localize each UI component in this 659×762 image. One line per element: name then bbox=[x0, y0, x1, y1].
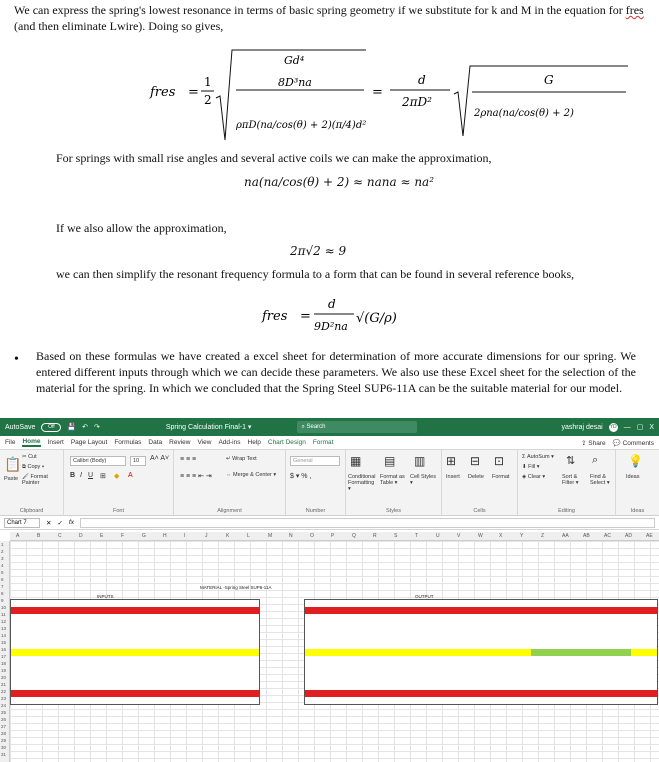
row-header[interactable]: 15 bbox=[1, 640, 7, 645]
row-header[interactable]: 1 bbox=[1, 542, 4, 547]
column-header[interactable]: AE bbox=[646, 533, 653, 539]
eq4-root: √(G/ρ) bbox=[356, 311, 397, 326]
inputs-label: INPUTS bbox=[97, 594, 114, 599]
conditional-formatting-button[interactable]: Conditional Formatting ▾ bbox=[348, 474, 376, 492]
cells-group bbox=[442, 450, 518, 516]
misspelled-word: fres bbox=[625, 3, 644, 17]
ribbon-tabs bbox=[0, 436, 659, 450]
column-header[interactable]: T bbox=[415, 533, 419, 539]
save-icon[interactable]: 💾 bbox=[67, 424, 77, 431]
format-button[interactable]: Format bbox=[492, 474, 510, 480]
row-header[interactable]: 19 bbox=[1, 668, 7, 673]
scissors-icon: ✂ bbox=[22, 454, 29, 460]
font-grow-icon[interactable]: A˄ A˅ bbox=[150, 455, 170, 462]
maximize-button[interactable]: ▢ bbox=[636, 424, 644, 431]
copy-button[interactable] bbox=[22, 464, 44, 471]
number-group-label: Number bbox=[305, 508, 326, 514]
excel-titlebar bbox=[0, 418, 659, 436]
column-header[interactable]: J bbox=[205, 533, 208, 539]
tab-file[interactable]: File bbox=[5, 439, 16, 446]
eq1-half-den: 2 bbox=[204, 93, 212, 107]
autosave-label: AutoSave bbox=[5, 423, 36, 431]
row-header[interactable]: 30 bbox=[1, 745, 7, 750]
clear-label: Clear ▾ bbox=[527, 474, 546, 480]
outputs-footer-highlight bbox=[305, 690, 657, 697]
user-name[interactable]: yashraj desai bbox=[561, 423, 603, 431]
autosum-button[interactable] bbox=[522, 454, 554, 460]
alignment-group-label: Alignment bbox=[217, 508, 242, 514]
column-header[interactable]: W bbox=[478, 533, 483, 539]
search-box[interactable] bbox=[297, 421, 417, 433]
row-header[interactable]: 16 bbox=[1, 647, 7, 652]
fill-button[interactable] bbox=[522, 464, 539, 470]
format-table-button[interactable]: Format as Table ▾ bbox=[380, 474, 405, 486]
eq1-top-numerator: Gd⁴ bbox=[284, 54, 305, 67]
cells-group-label: Cells bbox=[473, 508, 486, 514]
search-placeholder: Search bbox=[306, 424, 326, 430]
align-left-icons[interactable]: ≡ ≡ ≡ ⇤ ⇥ bbox=[180, 473, 212, 480]
inputs-header-highlight bbox=[11, 607, 259, 614]
font-group-label: Font bbox=[112, 508, 124, 514]
worksheet-cells[interactable] bbox=[10, 541, 659, 762]
eq1-bottom: ρπD(na/cos(θ) + 2)(π/4)d² bbox=[236, 120, 367, 131]
column-header[interactable]: Q bbox=[352, 533, 356, 539]
editing-group-label: Editing bbox=[558, 508, 575, 514]
row-header[interactable]: 11 bbox=[1, 612, 6, 617]
row-header[interactable]: 8 bbox=[1, 591, 4, 596]
column-header[interactable]: Z bbox=[541, 533, 545, 539]
name-box[interactable]: Chart 7 bbox=[4, 518, 40, 528]
bullet-marker: • bbox=[14, 352, 19, 367]
inputs-footer-highlight bbox=[11, 690, 259, 697]
minimize-button[interactable]: — bbox=[623, 423, 631, 431]
worksheet-grid bbox=[0, 532, 659, 762]
output-label: OUTPUT bbox=[415, 594, 434, 599]
cut-button[interactable] bbox=[22, 454, 37, 460]
format-table-icon[interactable]: ▤ bbox=[384, 454, 396, 468]
wrap-icon: ↵ bbox=[226, 456, 233, 462]
comments-label: Comments bbox=[622, 439, 654, 447]
fill-label: Fill ▾ bbox=[528, 464, 540, 470]
enter-icon[interactable]: ✓ bbox=[57, 519, 63, 527]
merge-center-button[interactable] bbox=[226, 472, 276, 478]
simplify-paragraph: we can then simplify the resonant frequency formula to a form that can be found in several reference books, bbox=[56, 267, 575, 281]
alignment-group bbox=[174, 450, 286, 516]
tab-insert[interactable]: Insert bbox=[47, 439, 64, 446]
number-group bbox=[286, 450, 346, 516]
material-label: MATERIAL -Spring Steel SUP6-11A bbox=[200, 585, 272, 590]
outputs-table bbox=[304, 594, 658, 705]
column-header[interactable]: L bbox=[247, 533, 250, 539]
row-header[interactable]: 23 bbox=[1, 696, 7, 701]
simplified-formula bbox=[262, 292, 397, 342]
merge-icon: ⇔ bbox=[226, 472, 234, 478]
row-header[interactable]: 31 bbox=[1, 752, 7, 757]
font-color-icon[interactable]: A bbox=[128, 472, 133, 479]
inputs-selected-row-highlight bbox=[11, 649, 259, 656]
eq4-numerator: d bbox=[328, 297, 336, 311]
column-header[interactable]: B bbox=[37, 533, 41, 539]
row-header[interactable]: 18 bbox=[1, 661, 7, 666]
share-label: Share bbox=[588, 439, 606, 447]
merge-label: Merge & Center ▾ bbox=[233, 472, 277, 478]
format-painter-button[interactable] bbox=[22, 474, 63, 486]
row-header[interactable]: 4 bbox=[1, 563, 4, 568]
row-header[interactable]: 29 bbox=[1, 738, 7, 743]
column-header[interactable]: O bbox=[310, 533, 314, 539]
intro-text-end: (and then eliminate Lwire). Doing so gives, bbox=[14, 19, 224, 33]
row-header[interactable]: 9 bbox=[1, 598, 4, 603]
paste-icon[interactable]: 📋 bbox=[4, 456, 22, 472]
format-icon[interactable]: ⊡ bbox=[494, 454, 505, 468]
insert-button[interactable]: Insert bbox=[446, 474, 460, 480]
lightbulb-icon[interactable]: 💡 bbox=[628, 454, 643, 468]
row-header[interactable]: 17 bbox=[1, 654, 7, 659]
tab-review[interactable]: Review bbox=[169, 439, 191, 446]
resonance-equation bbox=[150, 46, 630, 144]
row-header[interactable]: 3 bbox=[1, 556, 4, 561]
equation-one-graphic bbox=[150, 46, 630, 144]
cut-label: Cut bbox=[28, 454, 37, 460]
column-header[interactable]: A bbox=[16, 533, 20, 539]
outputs-header-highlight bbox=[305, 607, 657, 614]
delete-button[interactable]: Delete bbox=[468, 474, 484, 480]
column-header[interactable]: S bbox=[394, 533, 398, 539]
sigma-icon: Σ bbox=[522, 454, 527, 460]
intro-paragraph bbox=[14, 2, 654, 34]
tab-home[interactable]: Home bbox=[22, 438, 41, 445]
pi-approximation-equation: 2π√2 ≈ 9 bbox=[290, 244, 347, 258]
tab-view[interactable]: View bbox=[197, 439, 212, 446]
row-header[interactable]: 13 bbox=[1, 626, 7, 631]
outputs-green-highlight bbox=[531, 649, 631, 656]
column-header[interactable]: M bbox=[268, 533, 273, 539]
column-headers bbox=[10, 532, 659, 541]
column-header[interactable]: U bbox=[436, 533, 440, 539]
row-header[interactable]: 25 bbox=[1, 710, 7, 715]
row-header[interactable]: 7 bbox=[1, 584, 4, 589]
number-format-select[interactable]: General bbox=[290, 456, 340, 466]
share-button[interactable] bbox=[581, 439, 606, 447]
cancel-icon[interactable]: ✕ bbox=[46, 519, 52, 527]
insert-icon[interactable]: ⊞ bbox=[446, 454, 457, 468]
autosum-label: AutoSum ▾ bbox=[526, 454, 554, 460]
column-header[interactable]: AD bbox=[625, 533, 632, 539]
row-header[interactable]: 10 bbox=[1, 605, 7, 610]
tab-page-layout[interactable]: Page Layout bbox=[70, 439, 108, 446]
eq1-half-num: 1 bbox=[204, 75, 212, 89]
ribbon bbox=[0, 450, 659, 516]
currency-percent-icons[interactable]: $ ▾ % , bbox=[290, 473, 312, 480]
wrap-text-button[interactable] bbox=[226, 456, 257, 462]
cell-styles-icon[interactable]: ▥ bbox=[414, 454, 426, 468]
ideas-group-label: Ideas bbox=[630, 508, 645, 514]
align-top-icons[interactable]: ≡ ≡ ≡ bbox=[180, 456, 197, 463]
sort-filter-icon[interactable]: ⇅ bbox=[566, 455, 576, 467]
close-button[interactable]: X bbox=[649, 423, 654, 431]
column-header[interactable]: H bbox=[163, 533, 167, 539]
fill-down-icon: ⬇ bbox=[522, 464, 529, 470]
tab-format[interactable]: Format bbox=[312, 439, 334, 446]
eraser-icon: ◈ bbox=[522, 474, 528, 480]
redo-icon[interactable]: ↷ bbox=[93, 424, 100, 431]
row-header[interactable]: 5 bbox=[1, 570, 4, 575]
row-header[interactable]: 2 bbox=[1, 549, 4, 554]
styles-group bbox=[346, 450, 442, 516]
eq1-right-numerator: G bbox=[544, 73, 554, 87]
row-header[interactable]: 6 bbox=[1, 577, 4, 582]
eq4-lhs: fres bbox=[262, 309, 288, 324]
row-header[interactable]: 26 bbox=[1, 717, 7, 722]
column-header[interactable]: D bbox=[79, 533, 83, 539]
column-header[interactable]: AA bbox=[562, 533, 569, 539]
intro-text: We can express the spring's lowest resonance in terms of basic spring geometry if we substitute for k and M in the equation for bbox=[14, 3, 626, 17]
eq1-middle-denominator: 2πD² bbox=[402, 95, 432, 109]
file-title[interactable]: Spring Calculation Final-1 ▾ bbox=[165, 424, 252, 431]
row-header[interactable]: 24 bbox=[1, 703, 7, 708]
row-header[interactable]: 21 bbox=[1, 682, 7, 687]
column-header[interactable]: E bbox=[100, 533, 104, 539]
editing-group bbox=[518, 450, 616, 516]
column-header[interactable]: K bbox=[226, 533, 230, 539]
eq4-equals: = bbox=[300, 309, 311, 324]
column-header[interactable]: N bbox=[289, 533, 293, 539]
clear-button[interactable] bbox=[522, 474, 545, 480]
column-header[interactable]: Y bbox=[520, 533, 524, 539]
approximation-paragraph: For springs with small rise angles and several active coils we can make the approximation, bbox=[56, 151, 492, 165]
ideas-group bbox=[616, 450, 659, 516]
cell-styles-button[interactable]: Cell Styles ▾ bbox=[410, 474, 436, 486]
column-header[interactable]: F bbox=[121, 533, 125, 539]
brush-icon: 🖌 bbox=[22, 474, 31, 480]
inputs-table bbox=[10, 594, 260, 705]
row-headers bbox=[0, 541, 10, 762]
eq1-equals-2: = bbox=[372, 85, 383, 100]
equation-four-graphic bbox=[262, 292, 397, 342]
eq1-top-denominator: 8D³na bbox=[278, 76, 312, 89]
font-name-select[interactable]: Calibri (Body) bbox=[70, 456, 126, 466]
second-approximation-paragraph: If we also allow the approximation, bbox=[56, 221, 227, 235]
avatar[interactable]: YD bbox=[609, 423, 617, 430]
eq1-right-denominator: 2ρna(na/cos(θ) + 2) bbox=[474, 108, 574, 119]
approximation-equation: na(na/cos(θ) + 2) ≈ nana ≈ na² bbox=[244, 175, 435, 189]
copy-icon: ⧉ bbox=[22, 464, 28, 470]
column-header[interactable]: P bbox=[331, 533, 335, 539]
wrap-label: Wrap Text bbox=[232, 456, 257, 462]
comments-button[interactable] bbox=[613, 439, 654, 447]
tab-add-ins[interactable]: Add-ins bbox=[218, 439, 241, 446]
clipboard-group bbox=[0, 450, 64, 516]
find-select-button[interactable]: Find & Select ▾ bbox=[590, 474, 610, 486]
paste-button[interactable]: Paste bbox=[4, 476, 19, 482]
conditional-formatting-icon[interactable]: ▦ bbox=[350, 454, 362, 468]
clipboard-group-label: Clipboard bbox=[19, 508, 44, 514]
sort-filter-button[interactable]: Sort & Filter ▾ bbox=[562, 474, 579, 486]
formula-input[interactable] bbox=[80, 518, 655, 528]
font-group bbox=[64, 450, 174, 516]
function-icon[interactable]: fx bbox=[68, 519, 74, 526]
underline-button[interactable]: U bbox=[88, 472, 94, 479]
row-header[interactable]: 27 bbox=[1, 724, 7, 729]
format-painter-label: Format Painter bbox=[22, 474, 48, 486]
row-header[interactable]: 20 bbox=[1, 675, 7, 680]
font-size-select[interactable]: 10 bbox=[130, 456, 146, 466]
share-icon: ⇪ bbox=[581, 439, 589, 447]
bold-button[interactable]: B bbox=[70, 472, 76, 479]
delete-icon[interactable]: ⊟ bbox=[470, 454, 481, 468]
tab-help[interactable]: Help bbox=[247, 439, 261, 446]
eq1-equals: = bbox=[188, 85, 199, 100]
borders-icon[interactable]: ⊞ bbox=[100, 473, 106, 480]
row-header[interactable]: 22 bbox=[1, 689, 7, 694]
copy-label: Copy ▾ bbox=[27, 464, 45, 470]
column-header[interactable]: V bbox=[457, 533, 461, 539]
column-header[interactable]: I bbox=[184, 533, 186, 539]
column-header[interactable]: G bbox=[142, 533, 146, 539]
find-icon[interactable]: ⌕ bbox=[592, 454, 599, 466]
undo-icon[interactable]: ↶ bbox=[82, 424, 88, 431]
eq4-denominator: 9D²na bbox=[314, 320, 348, 333]
row-header[interactable]: 28 bbox=[1, 731, 7, 736]
row-header[interactable]: 14 bbox=[1, 633, 7, 638]
fill-color-icon[interactable]: ◆ bbox=[114, 473, 120, 480]
column-header[interactable]: AC bbox=[604, 533, 611, 539]
row-header[interactable]: 12 bbox=[1, 619, 7, 624]
eq1-middle-numerator: d bbox=[418, 73, 426, 87]
excel-window bbox=[0, 418, 659, 762]
comment-icon: 💬 bbox=[612, 439, 623, 447]
ideas-button[interactable]: Ideas bbox=[626, 474, 640, 480]
column-header[interactable]: AB bbox=[583, 533, 590, 539]
autosave-toggle[interactable]: Off bbox=[41, 423, 61, 432]
styles-group-label: Styles bbox=[386, 508, 401, 514]
column-header[interactable]: X bbox=[499, 533, 503, 539]
search-icon: ⌕ bbox=[301, 424, 307, 430]
eq1-lhs: fres bbox=[150, 85, 176, 100]
tab-chart-design[interactable]: Chart Design bbox=[267, 439, 306, 446]
formula-bar bbox=[0, 516, 659, 530]
column-header[interactable]: R bbox=[373, 533, 377, 539]
italic-button[interactable]: I bbox=[80, 472, 82, 479]
tab-formulas[interactable]: Formulas bbox=[114, 439, 142, 446]
tab-data[interactable]: Data bbox=[148, 439, 163, 446]
column-header[interactable]: C bbox=[58, 533, 62, 539]
conclusion-paragraph: Based on these formulas we have created a excel sheet for determination of more accurate dimensions for our spring. We entered different inputs through which we can decide these parameters. We also use these Excel sheet for the selection of the material for the spring. In which we concluded that the Spring Steel SUP6-11A can be the suitable material for our model. bbox=[36, 349, 636, 395]
